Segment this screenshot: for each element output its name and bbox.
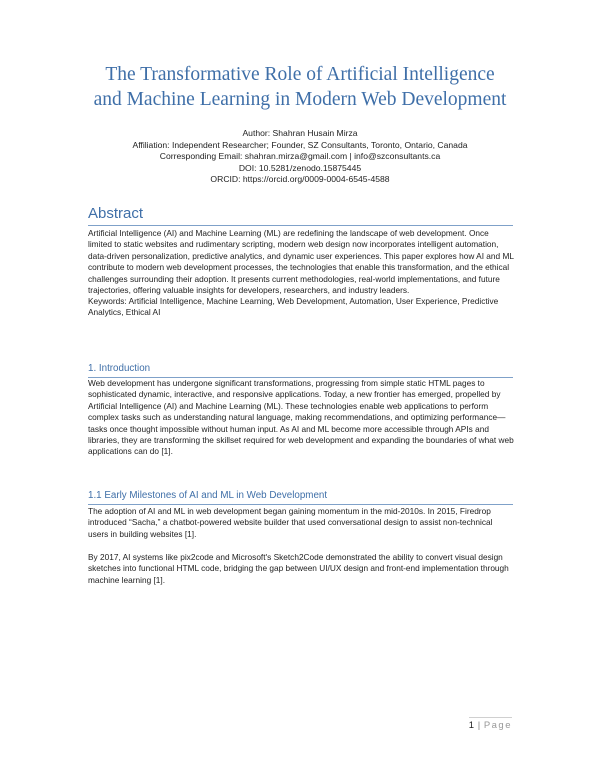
- section-1-1-paragraph-1: The adoption of AI and ML in web development began gaining momentum in the mid-2010s. In 2015, Firedrop introduced “Sacha,” a chatbot-powered website builder that used conversational design to assist non-technical users in building websites [1].: [88, 506, 493, 539]
- email-line: Corresponding Email: shahran.mirza@gmail.com | info@szconsultants.ca: [159, 151, 441, 162]
- section-1-heading: 1. Introduction: [88, 363, 513, 378]
- abstract-body: Artificial Intelligence (AI) and Machine Learning (ML) are redefining the landscape of web development. Once limited to static websites and rudimentary scripting, modern web design now incorporates intelligent automation, data-driven personalization, predictive analytics, and dynamic user experiences. This paper explores how AI and ML contribute to modern web development processes, the technologies that enable this transformation, and the ethical challenges surrounding their adoption. It presents current methodologies, real-world implementations, and future trajectories, offering valuable insights for developers, researchers, and industry leaders.: [88, 228, 514, 296]
- section-1-1-paragraph-2: By 2017, AI systems like pix2code and Microsoft's Sketch2Code demonstrated the ability to convert visual design sketches into functional HTML code, bridging the gap between UI/UX design and front-end implementation through machine learning [1].: [88, 552, 509, 585]
- author-block: [60, 128, 540, 186]
- affiliation-line: Affiliation: Independent Researcher; Founder, SZ Consultants, Toronto, Ontario, Canada: [132, 139, 468, 150]
- orcid-line: ORCID: https://orcid.org/0009-0004-6545-4588: [210, 174, 390, 185]
- abstract-heading: Abstract: [88, 205, 513, 226]
- keywords: Keywords: Artificial Intelligence, Machine Learning, Web Development, Automation, User Experience, Predictive Analytics, Ethical AI: [88, 296, 499, 318]
- page-label: Page: [483, 720, 512, 731]
- doi-line: DOI: 10.5281/zenodo.15875445: [238, 162, 362, 173]
- footer-separator: |: [477, 720, 481, 731]
- section-1-1-heading: 1.1 Early Milestones of AI and ML in Web Development: [88, 490, 513, 505]
- author-line: Author: Shahran Husain Mirza: [242, 128, 358, 138]
- paper-title: [60, 62, 540, 112]
- title-line-2: and Machine Learning in Modern Web Development: [93, 89, 507, 110]
- page-number: 1: [468, 720, 475, 731]
- page-footer: [469, 717, 512, 731]
- title-line-1: The Transformative Role of Artificial Intelligence: [105, 64, 495, 85]
- section-1-body: Web development has undergone significant transformations, progressing from simple static HTML pages to sophisticated dynamic, interactive, and responsive applications. Today, a new frontier has emerged, propelled by Artificial Intelligence (AI) and Machine Learning (ML). These technologies enable web applications to perform complex tasks such as understanding natural language, making recommendations, and optimizing performance—tasks once thought impossible without human input. As AI and ML become more accessible through APIs and libraries, they are transforming the skillset required for web development and expanding the boundaries of what web applications can do [1].: [88, 378, 514, 457]
